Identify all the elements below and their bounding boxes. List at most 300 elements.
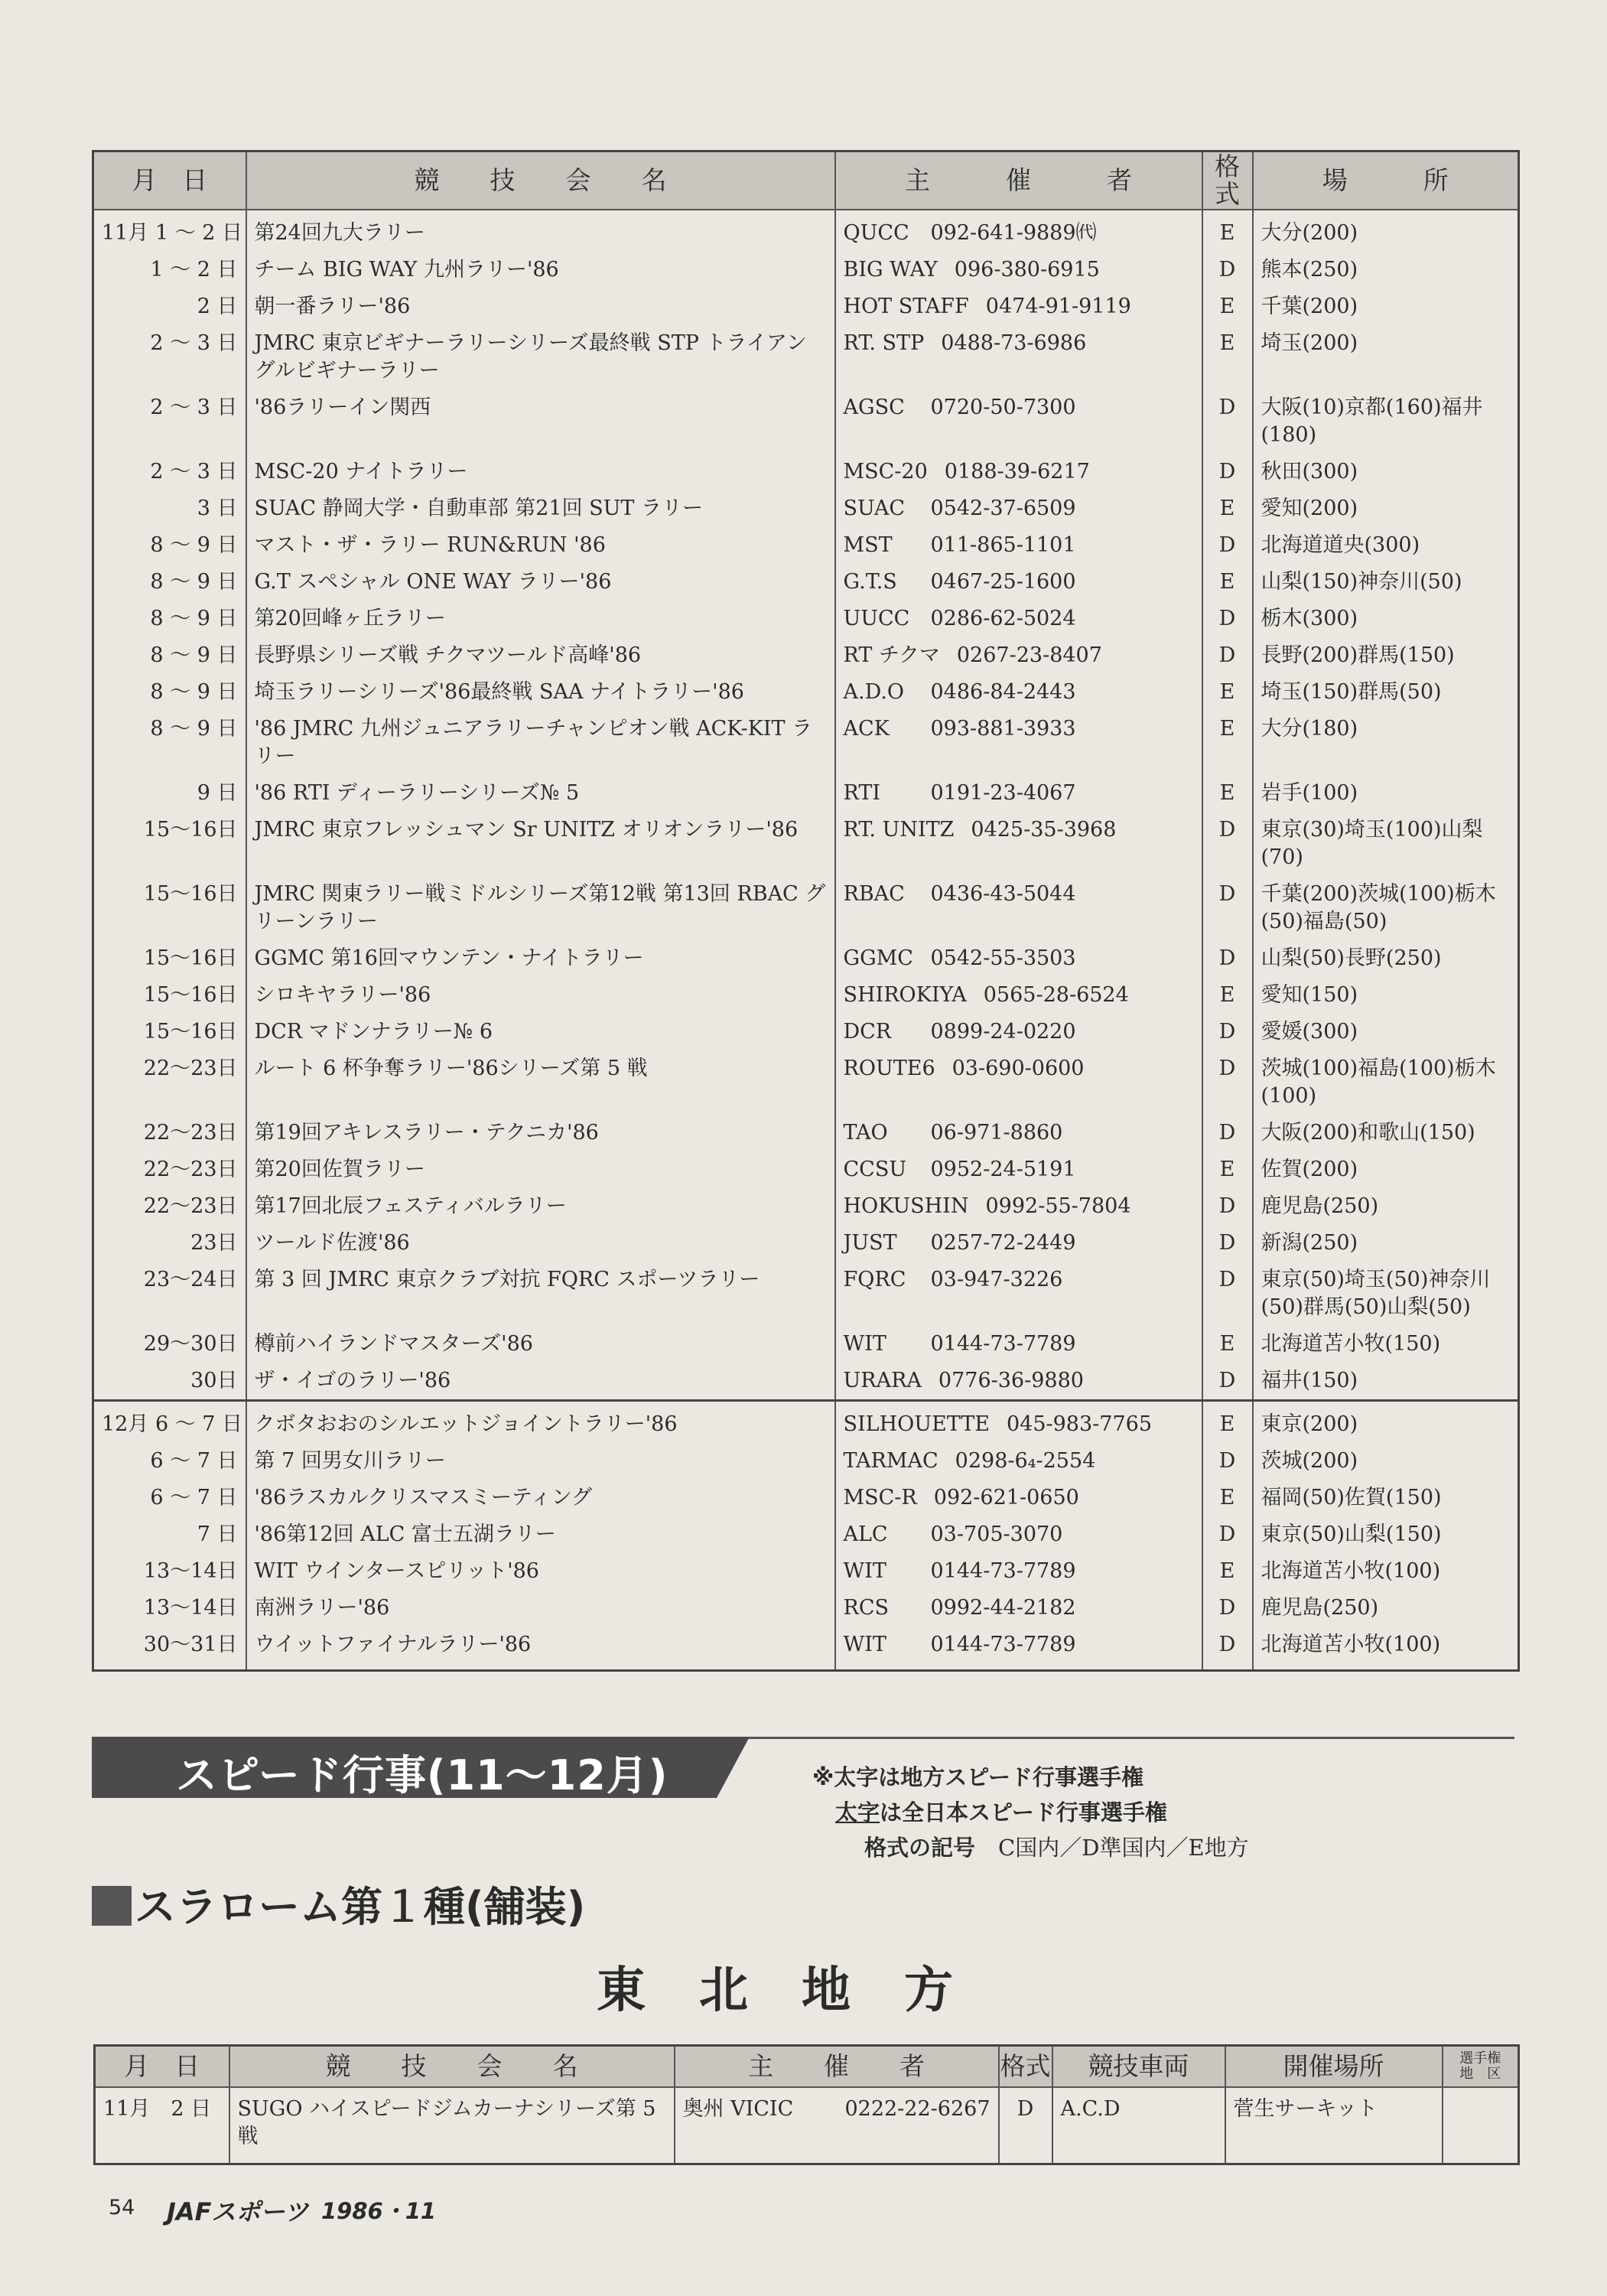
rally-row bbox=[93, 1553, 1519, 1590]
row-place: 熊本(250) bbox=[1253, 252, 1519, 288]
row-date: 23～24日 bbox=[93, 1262, 246, 1326]
rally-row bbox=[93, 454, 1519, 490]
rally-row bbox=[93, 775, 1519, 812]
row-organizer bbox=[835, 1590, 1202, 1627]
row-date: 8 ～ 9 日 bbox=[93, 527, 246, 564]
format-codes-label: 格式の記号 bbox=[864, 1835, 976, 1861]
row-date: 8 ～ 9 日 bbox=[93, 637, 246, 674]
row-place: 千葉(200) bbox=[1253, 288, 1519, 325]
row-date: 15～16日 bbox=[93, 940, 246, 977]
row-event-name: 第24回九大ラリー bbox=[246, 210, 835, 252]
row-event-name: '86ラスカルクリスマスミーティング bbox=[246, 1480, 835, 1516]
page-number: 54 bbox=[109, 2196, 135, 2219]
row-place: 大分(180) bbox=[1253, 711, 1519, 775]
row-event-name: ザ・イゴのラリー'86 bbox=[246, 1363, 835, 1401]
row-format: E bbox=[1202, 564, 1253, 601]
row-org-name: HOT STAFF bbox=[843, 295, 969, 318]
row-date: 7 日 bbox=[93, 1516, 246, 1553]
note-format-codes bbox=[812, 1830, 1249, 1865]
rally-row bbox=[93, 389, 1519, 454]
sl-header-area: 選手権 地 区 bbox=[1443, 2046, 1519, 2088]
row-place: 鹿児島(250) bbox=[1253, 1590, 1519, 1627]
row-organizer bbox=[835, 389, 1202, 454]
row-org-tel: 0720-50-7300 bbox=[930, 396, 1076, 419]
row-event-name: '86 RTI ディーラリーシリーズ№ 5 bbox=[246, 775, 835, 812]
row-organizer bbox=[835, 1151, 1202, 1188]
rally-row bbox=[93, 1363, 1519, 1401]
row-event-name: MSC-20 ナイトラリー bbox=[246, 454, 835, 490]
row-org-name: ROUTE6 bbox=[843, 1057, 935, 1080]
rally-row bbox=[93, 325, 1519, 389]
row-place: 大分(200) bbox=[1253, 210, 1519, 252]
row-org-name: SHIROKIYA bbox=[843, 983, 967, 1007]
row-org-name: UUCC bbox=[843, 607, 910, 630]
row-place: 山梨(50)長野(250) bbox=[1253, 940, 1519, 977]
row-place: 新潟(250) bbox=[1253, 1225, 1519, 1262]
row-place: 北海道苫小牧(150) bbox=[1253, 1326, 1519, 1363]
slalom-header-row bbox=[95, 2046, 1519, 2088]
row-format: E bbox=[1202, 210, 1253, 252]
rally-row bbox=[93, 288, 1519, 325]
rally-row bbox=[93, 1188, 1519, 1225]
sl-event-name: SUGO ハイスピードジムカーナシリーズ第 5 戦 bbox=[229, 2087, 675, 2164]
row-format: D bbox=[1202, 454, 1253, 490]
row-organizer bbox=[835, 1553, 1202, 1590]
row-format: D bbox=[1202, 527, 1253, 564]
speed-events-banner bbox=[92, 1737, 1514, 1798]
row-place: 愛知(200) bbox=[1253, 490, 1519, 527]
row-event-name: JMRC 東京フレッシュマン Sr UNITZ オリオンラリー'86 bbox=[246, 812, 835, 876]
row-event-name: 第19回アキレスラリー・テクニカ'86 bbox=[246, 1115, 835, 1151]
row-place: 鹿児島(250) bbox=[1253, 1188, 1519, 1225]
row-place: 栃木(300) bbox=[1253, 601, 1519, 637]
square-bullet-icon bbox=[92, 1886, 132, 1926]
row-event-name: 長野県シリーズ戦 チクマツールド高峰'86 bbox=[246, 637, 835, 674]
row-place: 千葉(200)茨城(100)栃木(50)福島(50) bbox=[1253, 876, 1519, 940]
row-organizer bbox=[835, 252, 1202, 288]
row-event-name: '86ラリーイン関西 bbox=[246, 389, 835, 454]
row-format: E bbox=[1202, 288, 1253, 325]
row-org-tel: 0542-55-3503 bbox=[930, 946, 1076, 970]
row-place: 北海道苫小牧(100) bbox=[1253, 1627, 1519, 1671]
rally-rows bbox=[93, 210, 1519, 1671]
row-format: E bbox=[1202, 775, 1253, 812]
row-date: 15～16日 bbox=[93, 876, 246, 940]
row-event-name: 第 7 回男女川ラリー bbox=[246, 1443, 835, 1480]
row-date: 1 ～ 2 日 bbox=[93, 252, 246, 288]
row-org-tel: 092-621-0650 bbox=[933, 1486, 1079, 1509]
row-date: 29～30日 bbox=[93, 1326, 246, 1363]
row-org-tel: 06-971-8860 bbox=[930, 1121, 1063, 1145]
row-org-name: JUST bbox=[843, 1231, 897, 1255]
row-date: 13～14日 bbox=[93, 1590, 246, 1627]
row-org-tel: 0899-24-0220 bbox=[930, 1020, 1076, 1044]
row-org-name: RT チクマ bbox=[843, 643, 940, 667]
row-format: D bbox=[1202, 1188, 1253, 1225]
row-organizer bbox=[835, 1326, 1202, 1363]
row-date: 12月 6 ～ 7 日 bbox=[93, 1401, 246, 1444]
row-date: 8 ～ 9 日 bbox=[93, 711, 246, 775]
row-date: 30日 bbox=[93, 1363, 246, 1401]
row-org-tel: 0565-28-6524 bbox=[983, 983, 1129, 1007]
row-org-name: WIT bbox=[843, 1633, 886, 1656]
section-title bbox=[92, 1874, 585, 1933]
row-org-tel: 0257-72-2449 bbox=[930, 1231, 1076, 1255]
row-org-tel: 0188-39-6217 bbox=[944, 460, 1090, 484]
row-event-name: 朝一番ラリー'86 bbox=[246, 288, 835, 325]
sl-header-venue: 開催場所 bbox=[1225, 2046, 1443, 2088]
row-org-name: WIT bbox=[843, 1332, 886, 1356]
row-event-name: '86 JMRC 九州ジュニアラリーチャンピオン戦 ACK-KIT ラリー bbox=[246, 711, 835, 775]
row-date: 15～16日 bbox=[93, 1014, 246, 1050]
row-place: 岩手(100) bbox=[1253, 775, 1519, 812]
row-org-tel: 03-690-0600 bbox=[952, 1057, 1085, 1080]
row-place: 福岡(50)佐賀(150) bbox=[1253, 1480, 1519, 1516]
rally-row bbox=[93, 1326, 1519, 1363]
issue-date: 1986・11 bbox=[321, 2198, 437, 2224]
row-org-name: TAO bbox=[843, 1121, 888, 1145]
row-date: 8 ～ 9 日 bbox=[93, 674, 246, 711]
row-org-tel: 0191-23-4067 bbox=[930, 781, 1076, 805]
row-place: 埼玉(150)群馬(50) bbox=[1253, 674, 1519, 711]
row-org-tel: 0144-73-7789 bbox=[930, 1559, 1076, 1583]
row-format: D bbox=[1202, 1115, 1253, 1151]
sl-venue: 菅生サーキット bbox=[1225, 2087, 1443, 2164]
row-org-tel: 0144-73-7789 bbox=[930, 1633, 1076, 1656]
row-org-name: ACK bbox=[843, 717, 890, 741]
row-format: D bbox=[1202, 252, 1253, 288]
row-date: 3 日 bbox=[93, 490, 246, 527]
row-date: 2 ～ 3 日 bbox=[93, 325, 246, 389]
row-format: D bbox=[1202, 1225, 1253, 1262]
row-date: 30～31日 bbox=[93, 1627, 246, 1671]
row-org-name: SUAC bbox=[843, 497, 906, 520]
row-format: D bbox=[1202, 876, 1253, 940]
row-event-name: 南洲ラリー'86 bbox=[246, 1590, 835, 1627]
row-place: 秋田(300) bbox=[1253, 454, 1519, 490]
row-format: D bbox=[1202, 601, 1253, 637]
row-organizer bbox=[835, 775, 1202, 812]
rally-row bbox=[93, 1014, 1519, 1050]
note-national-rest: は全日本スピード行事選手権 bbox=[880, 1799, 1167, 1825]
row-event-name: WIT ウインタースピリット'86 bbox=[246, 1553, 835, 1590]
row-format: D bbox=[1202, 389, 1253, 454]
row-date: 2 ～ 3 日 bbox=[93, 389, 246, 454]
header-event-name: 競 技 会 名 bbox=[246, 151, 835, 210]
note-bold-underlined: 太字 bbox=[835, 1799, 880, 1825]
row-org-name: RBAC bbox=[843, 882, 905, 906]
row-event-name: ツールド佐渡'86 bbox=[246, 1225, 835, 1262]
sl-org-name: 奥州 VICIC bbox=[682, 2097, 794, 2121]
row-place: 茨城(100)福島(100)栃木(100) bbox=[1253, 1050, 1519, 1115]
row-org-name: RTI bbox=[843, 781, 881, 805]
row-org-tel: 092-641-9889㈹ bbox=[930, 221, 1097, 245]
row-org-name: WIT bbox=[843, 1559, 886, 1583]
rally-row bbox=[93, 1262, 1519, 1326]
rally-row bbox=[93, 1443, 1519, 1480]
row-date: 23日 bbox=[93, 1225, 246, 1262]
row-format: E bbox=[1202, 977, 1253, 1014]
row-date: 2 ～ 3 日 bbox=[93, 454, 246, 490]
rally-row bbox=[93, 490, 1519, 527]
sl-format: D bbox=[999, 2087, 1052, 2164]
row-format: E bbox=[1202, 1326, 1253, 1363]
row-format: D bbox=[1202, 1363, 1253, 1401]
row-org-name: A.D.O bbox=[843, 680, 904, 704]
row-place: 東京(50)山梨(150) bbox=[1253, 1516, 1519, 1553]
row-date: 22～23日 bbox=[93, 1151, 246, 1188]
row-event-name: 第20回峰ヶ丘ラリー bbox=[246, 601, 835, 637]
row-format: E bbox=[1202, 1480, 1253, 1516]
row-date: 8 ～ 9 日 bbox=[93, 564, 246, 601]
row-date: 22～23日 bbox=[93, 1050, 246, 1115]
rally-row bbox=[93, 940, 1519, 977]
row-date: 6 ～ 7 日 bbox=[93, 1480, 246, 1516]
rally-row bbox=[93, 977, 1519, 1014]
row-event-name: シロキヤラリー'86 bbox=[246, 977, 835, 1014]
row-organizer bbox=[835, 1627, 1202, 1671]
row-format: D bbox=[1202, 1516, 1253, 1553]
row-org-tel: 0992-44-2182 bbox=[930, 1596, 1076, 1620]
rally-header-row bbox=[93, 151, 1519, 210]
row-org-tel: 0425-35-3968 bbox=[971, 818, 1117, 842]
row-org-name: RT. STP bbox=[843, 331, 925, 355]
row-place: 愛媛(300) bbox=[1253, 1014, 1519, 1050]
row-org-tel: 0286-62-5024 bbox=[930, 607, 1076, 630]
row-event-name: JMRC 関東ラリー戦ミドルシリーズ第12戦 第13回 RBAC グリーンラリー bbox=[246, 876, 835, 940]
row-date: 22～23日 bbox=[93, 1115, 246, 1151]
row-event-name: '86第12回 ALC 富士五湖ラリー bbox=[246, 1516, 835, 1553]
row-organizer bbox=[835, 527, 1202, 564]
row-org-name: G.T.S bbox=[843, 570, 897, 594]
row-event-name: ルート 6 杯争奪ラリー'86シリーズ第 5 戦 bbox=[246, 1050, 835, 1115]
row-org-name: MSC-20 bbox=[843, 460, 928, 484]
rally-row bbox=[93, 711, 1519, 775]
row-event-name: SUAC 静岡大学・自動車部 第21回 SUT ラリー bbox=[246, 490, 835, 527]
row-date: 15～16日 bbox=[93, 977, 246, 1014]
banner-title: スピード行事(11～12月) bbox=[176, 1751, 668, 1799]
row-org-tel: 0474-91-9119 bbox=[985, 295, 1131, 318]
header-format: 格式 bbox=[1202, 151, 1253, 210]
sl-header-car: 競技車両 bbox=[1052, 2046, 1225, 2088]
rally-row bbox=[93, 637, 1519, 674]
row-org-name: QUCC bbox=[843, 221, 909, 245]
row-place: 愛知(150) bbox=[1253, 977, 1519, 1014]
rally-row bbox=[93, 1151, 1519, 1188]
slalom-row bbox=[95, 2087, 1519, 2164]
row-org-name: BIG WAY bbox=[843, 258, 938, 282]
row-org-name: MST bbox=[843, 533, 893, 557]
row-org-tel: 0952-24-5191 bbox=[930, 1158, 1076, 1181]
region-title: 東北地方 bbox=[597, 1962, 1007, 2019]
row-org-tel: 0467-25-1600 bbox=[930, 570, 1076, 594]
rally-row bbox=[93, 210, 1519, 252]
rally-row bbox=[93, 812, 1519, 876]
row-format: E bbox=[1202, 1401, 1253, 1444]
row-place: 長野(200)群馬(150) bbox=[1253, 637, 1519, 674]
row-org-name: RT. UNITZ bbox=[843, 818, 955, 842]
row-org-name: DCR bbox=[843, 1020, 892, 1044]
sl-header-format: 格式 bbox=[999, 2046, 1052, 2088]
format-codes-value: C国内／D準国内／E地方 bbox=[998, 1835, 1249, 1861]
row-event-name: G.T スペシャル ONE WAY ラリー'86 bbox=[246, 564, 835, 601]
row-format: E bbox=[1202, 325, 1253, 389]
row-format: D bbox=[1202, 1590, 1253, 1627]
row-place: 福井(150) bbox=[1253, 1363, 1519, 1401]
sl-car: A.C.D bbox=[1052, 2087, 1225, 2164]
row-organizer bbox=[835, 1401, 1202, 1444]
row-event-name: GGMC 第16回マウンテン・ナイトラリー bbox=[246, 940, 835, 977]
row-organizer bbox=[835, 1363, 1202, 1401]
row-org-tel: 0267-23-8407 bbox=[956, 643, 1102, 667]
row-event-name: クボタおおのシルエットジョイントラリー'86 bbox=[246, 1401, 835, 1444]
row-place: 山梨(150)神奈川(50) bbox=[1253, 564, 1519, 601]
row-date: 2 日 bbox=[93, 288, 246, 325]
header-organizer: 主 催 者 bbox=[835, 151, 1202, 210]
row-place: 東京(200) bbox=[1253, 1401, 1519, 1444]
row-organizer bbox=[835, 601, 1202, 637]
row-format: D bbox=[1202, 637, 1253, 674]
rally-row bbox=[93, 1627, 1519, 1671]
sl-header-event-name: 競 技 会 名 bbox=[229, 2046, 675, 2088]
row-org-tel: 093-881-3933 bbox=[930, 717, 1076, 741]
row-organizer bbox=[835, 1050, 1202, 1115]
row-org-tel: 0992-55-7804 bbox=[985, 1194, 1131, 1218]
row-organizer bbox=[835, 1188, 1202, 1225]
row-date: 11月 1 ～ 2 日 bbox=[93, 210, 246, 252]
row-place: 埼玉(200) bbox=[1253, 325, 1519, 389]
row-org-tel: 096-380-6915 bbox=[954, 258, 1100, 282]
row-place: 北海道道央(300) bbox=[1253, 527, 1519, 564]
row-organizer bbox=[835, 876, 1202, 940]
row-organizer bbox=[835, 637, 1202, 674]
row-format: D bbox=[1202, 940, 1253, 977]
row-event-name: JMRC 東京ビギナーラリーシリーズ最終戦 STP トライアングルビギナーラリー bbox=[246, 325, 835, 389]
rally-row bbox=[93, 1480, 1519, 1516]
row-format: E bbox=[1202, 1151, 1253, 1188]
row-org-name: SILHOUETTE bbox=[843, 1412, 990, 1436]
row-place: 佐賀(200) bbox=[1253, 1151, 1519, 1188]
row-date: 22～23日 bbox=[93, 1188, 246, 1225]
row-org-tel: 0298-6₄-2554 bbox=[955, 1449, 1096, 1473]
row-event-name: 第 3 回 JMRC 東京クラブ対抗 FQRC スポーツラリー bbox=[246, 1262, 835, 1326]
row-format: D bbox=[1202, 1014, 1253, 1050]
sl-month: 11月 bbox=[103, 2097, 151, 2121]
row-organizer bbox=[835, 454, 1202, 490]
row-date: 15～16日 bbox=[93, 812, 246, 876]
rally-row bbox=[93, 1590, 1519, 1627]
row-organizer bbox=[835, 940, 1202, 977]
row-place: 東京(30)埼玉(100)山梨(70) bbox=[1253, 812, 1519, 876]
slalom-table bbox=[93, 2044, 1520, 2165]
row-org-name: MSC-R bbox=[843, 1486, 917, 1509]
magazine-logo: JAFスポーツ bbox=[167, 2197, 309, 2226]
row-date: 8 ～ 9 日 bbox=[93, 601, 246, 637]
row-organizer bbox=[835, 1480, 1202, 1516]
note-regional: ※太字は地方スピード行事選手権 bbox=[812, 1764, 1144, 1790]
row-org-tel: 0144-73-7789 bbox=[930, 1332, 1076, 1356]
row-organizer bbox=[835, 711, 1202, 775]
row-organizer bbox=[835, 977, 1202, 1014]
rally-row bbox=[93, 601, 1519, 637]
row-format: E bbox=[1202, 490, 1253, 527]
note-national bbox=[812, 1795, 1249, 1830]
row-org-name: GGMC bbox=[843, 946, 913, 970]
header-place: 場 所 bbox=[1253, 151, 1519, 210]
row-organizer bbox=[835, 1115, 1202, 1151]
rally-row bbox=[93, 876, 1519, 940]
row-event-name: 第17回北辰フェスティバルラリー bbox=[246, 1188, 835, 1225]
row-org-tel: 045-983-7765 bbox=[1006, 1412, 1152, 1436]
row-organizer bbox=[835, 1225, 1202, 1262]
row-date: 9 日 bbox=[93, 775, 246, 812]
row-place: 茨城(200) bbox=[1253, 1443, 1519, 1480]
row-place: 北海道苫小牧(100) bbox=[1253, 1553, 1519, 1590]
row-organizer bbox=[835, 1443, 1202, 1480]
row-organizer bbox=[835, 812, 1202, 876]
sl-header-organizer: 主 催 者 bbox=[675, 2046, 999, 2088]
row-org-name: FQRC bbox=[843, 1268, 906, 1291]
row-org-name: CCSU bbox=[843, 1158, 907, 1181]
row-format: D bbox=[1202, 812, 1253, 876]
rally-schedule-table bbox=[92, 150, 1520, 1672]
row-org-tel: 0488-73-6986 bbox=[941, 331, 1087, 355]
row-event-name: DCR マドンナラリー№ 6 bbox=[246, 1014, 835, 1050]
row-event-name: マスト・ザ・ラリー RUN&RUN '86 bbox=[246, 527, 835, 564]
sl-area bbox=[1443, 2087, 1519, 2164]
row-organizer bbox=[835, 490, 1202, 527]
row-place: 大阪(200)和歌山(150) bbox=[1253, 1115, 1519, 1151]
row-format: E bbox=[1202, 674, 1253, 711]
rally-row bbox=[93, 1401, 1519, 1444]
row-organizer bbox=[835, 210, 1202, 252]
row-organizer bbox=[835, 288, 1202, 325]
row-org-name: HOKUSHIN bbox=[843, 1194, 969, 1218]
rally-row bbox=[93, 527, 1519, 564]
sl-organizer bbox=[675, 2087, 999, 2164]
row-organizer bbox=[835, 564, 1202, 601]
row-format: D bbox=[1202, 1262, 1253, 1326]
section-title-text: スラローム第１種(舗装) bbox=[135, 1883, 586, 1931]
row-org-name: ALC bbox=[843, 1523, 888, 1546]
sl-header-date: 月 日 bbox=[95, 2046, 229, 2088]
row-org-name: RCS bbox=[843, 1596, 889, 1620]
row-event-name: ウイットファイナルラリー'86 bbox=[246, 1627, 835, 1671]
rally-row bbox=[93, 1050, 1519, 1115]
row-place: 東京(50)埼玉(50)神奈川(50)群馬(50)山梨(50) bbox=[1253, 1262, 1519, 1326]
row-organizer bbox=[835, 325, 1202, 389]
row-organizer bbox=[835, 674, 1202, 711]
rally-row bbox=[93, 564, 1519, 601]
row-format: E bbox=[1202, 711, 1253, 775]
row-org-tel: 0542-37-6509 bbox=[930, 497, 1076, 520]
row-org-tel: 0486-84-2443 bbox=[930, 680, 1076, 704]
row-org-tel: 03-705-3070 bbox=[930, 1523, 1063, 1546]
row-organizer bbox=[835, 1516, 1202, 1553]
row-event-name: チーム BIG WAY 九州ラリー'86 bbox=[246, 252, 835, 288]
sl-day: 2 日 bbox=[171, 2097, 212, 2121]
row-org-tel: 03-947-3226 bbox=[930, 1268, 1063, 1291]
row-format: D bbox=[1202, 1627, 1253, 1671]
row-date: 13～14日 bbox=[93, 1553, 246, 1590]
legend-notes bbox=[812, 1760, 1249, 1865]
row-format: E bbox=[1202, 1553, 1253, 1590]
row-org-tel: 011-865-1101 bbox=[930, 533, 1076, 557]
header-date: 月 日 bbox=[93, 151, 246, 210]
sl-org-tel: 0222-22-6267 bbox=[844, 2097, 991, 2121]
row-format: D bbox=[1202, 1443, 1253, 1480]
rally-row bbox=[93, 252, 1519, 288]
